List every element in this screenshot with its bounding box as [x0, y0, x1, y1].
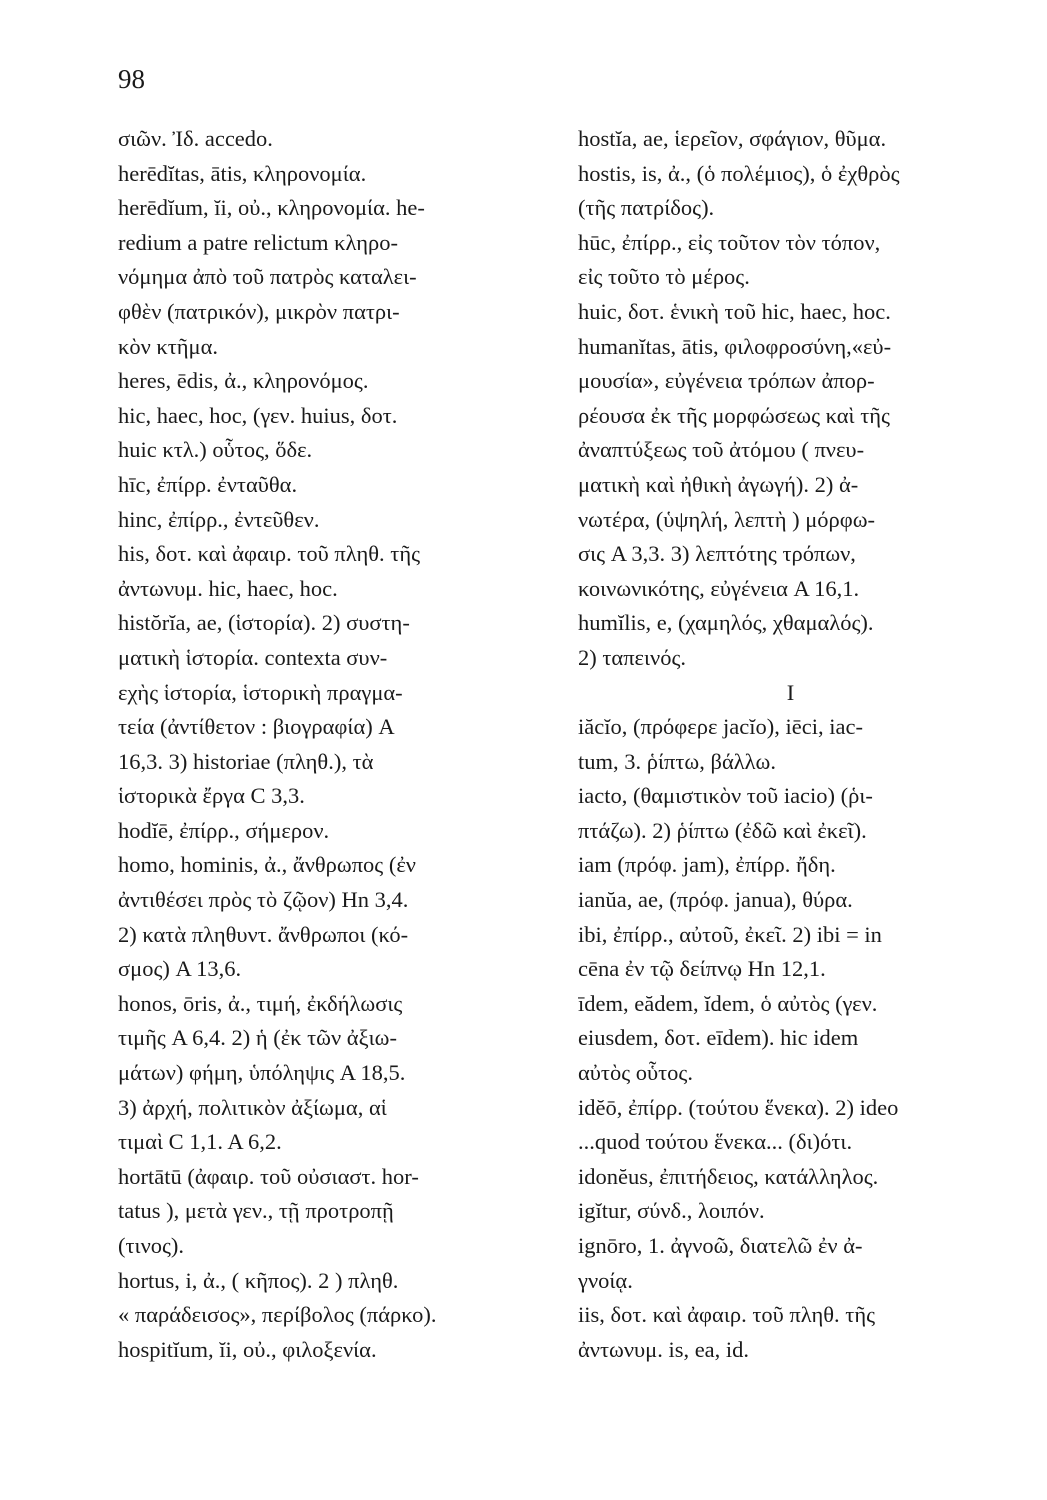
- dictionary-line: hinc, ἐπίρρ., ἐντεῦθεν.: [118, 506, 320, 532]
- dictionary-line: ἀναπτύξεως τοῦ ἀτόμου ( πνευ-: [578, 437, 865, 463]
- dictionary-line: cēna ἐν τῷ δείπνῳ Hn 12,1.: [578, 956, 826, 982]
- dictionary-line: eiusdem, δοτ. eīdem). hic idem: [578, 1025, 859, 1051]
- dictionary-line: homo, hominis, ἀ., ἄνθρωπος (ἐν: [118, 852, 416, 878]
- dictionary-line: huic κτλ.) οὗτος, ὅδε.: [118, 437, 313, 463]
- dictionary-line: αὐτὸς οὗτος.: [578, 1060, 693, 1086]
- dictionary-line: « παράδεισος», περίβολος (πάρκο).: [118, 1302, 437, 1328]
- dictionary-line: redium a patre relictum κληρο-: [118, 229, 398, 255]
- dictionary-line: κὸν κτῆμα.: [118, 333, 219, 359]
- dictionary-line: iacto, (θαμιστικὸν τοῦ iacio) (ῥι-: [578, 783, 873, 809]
- dictionary-line: νωτέρα, (ὑψηλή, λεπτὴ ) μόρφω-: [578, 506, 876, 532]
- dictionary-line: ignōro, 1. ἀγνοῶ, διατελῶ ἐν ἀ-: [578, 1233, 863, 1258]
- left-column: [118, 122, 548, 1367]
- dictionary-line: 3) ἀρχή, πολιτικὸν ἀξίωμα, αἱ: [118, 1094, 387, 1120]
- right-column: [578, 122, 1003, 1367]
- dictionary-line: hostĭa, ae, ἱερεῖον, σφάγιον, θῦμα.: [578, 126, 887, 151]
- dictionary-line: honos, ōris, ἀ., τιμή, ἐκδήλωσις: [118, 990, 403, 1016]
- dictionary-line: τεία (ἀντίθετον : βιογραφία) A: [118, 714, 395, 740]
- dictionary-line: tum, 3. ῥίπτω, βάλλω.: [578, 748, 776, 774]
- dictionary-line: herēdĭtas, ātis, κληρονομία.: [118, 160, 367, 186]
- dictionary-line: hodĭē, ἐπίρρ., σήμερον.: [118, 817, 330, 843]
- dictionary-line: (τινος).: [118, 1233, 185, 1258]
- dictionary-line: τιμῆς A 6,4. 2) ἡ (ἐκ τῶν ἀξιω-: [118, 1025, 397, 1051]
- dictionary-line: hostis, is, ἀ., (ὁ πολέμιος), ὁ ἐχθρὸς: [578, 160, 900, 186]
- dictionary-line: εἰς τοῦτο τὸ μέρος.: [578, 264, 750, 290]
- dictionary-line: σμος) A 13,6.: [118, 956, 242, 982]
- dictionary-line: ματικὴ καὶ ἠθικὴ ἀγωγή). 2) ἀ-: [578, 471, 859, 497]
- dictionary-line: ibi, ἐπίρρ., αὐτοῦ, ἐκεῖ. 2) ibi = in: [578, 921, 882, 947]
- dictionary-line: ...quod τούτου ἕνεκα... (δι)ότι.: [578, 1129, 853, 1155]
- page-number: 98: [118, 64, 145, 94]
- dictionary-line: his, δοτ. καὶ ἀφαιρ. τοῦ πληθ. τῆς: [118, 541, 420, 567]
- dictionary-line: herēdĭum, ĭi, οὐ., κληρονομία. he-: [118, 195, 425, 221]
- dictionary-line: iăcĭo, (πρόφερε jacĭo), iēci, iac-: [578, 714, 863, 740]
- dictionary-line: hīc, ἐπίρρ. ἐνταῦθα.: [118, 471, 298, 497]
- dictionary-line: hortus, i, ἀ., ( κῆπος). 2 ) πληθ.: [118, 1267, 399, 1293]
- dictionary-line: νόμημα ἀπὸ τοῦ πατρὸς καταλει-: [118, 264, 417, 290]
- dictionary-line: φθὲν (πατρικόν), μικρὸν πατρι-: [118, 298, 400, 324]
- dictionary-line: igĭtur, σύνδ., λοιπόν.: [578, 1198, 765, 1224]
- dictionary-line: hortātū (ἀφαιρ. τοῦ οὐσιαστ. hor-: [118, 1163, 419, 1189]
- section-letter: I: [786, 679, 795, 705]
- dictionary-line: hūc, ἐπίρρ., εἰς τοῦτον τὸν τόπον,: [578, 229, 881, 255]
- dictionary-line: ἀντιθέσει πρὸς τὸ ζῷον) Hn 3,4.: [118, 887, 409, 913]
- dictionary-line: σιῶν. Ἰδ. accedo.: [118, 126, 273, 151]
- dictionary-line: iam (πρόφ. jam), ἐπίρρ. ἤδη.: [578, 852, 836, 878]
- dictionary-line: idĕō, ἐπίρρ. (τούτου ἕνεκα). 2) ideo: [578, 1094, 899, 1120]
- dictionary-line: ἀντωνυμ. hic, haec, hoc.: [118, 575, 338, 601]
- dictionary-line: εχὴς ἱστορία, ἱστορικὴ πραγμα-: [118, 679, 403, 705]
- dictionary-line: πτάζω). 2) ῥίπτω (ἐδῶ καὶ ἐκεῖ).: [578, 817, 867, 843]
- dictionary-line: μάτων) φήμη, ὑπόληψις A 18,5.: [118, 1060, 406, 1086]
- dictionary-line: κοινωνικότης, εὐγένεια A 16,1.: [578, 575, 860, 601]
- dictionary-line: huic, δοτ. ἑνικὴ τοῦ hic, haec, hoc.: [578, 298, 891, 324]
- dictionary-line: tatus ), μετὰ γεν., τῇ προτροπῇ: [118, 1198, 394, 1224]
- dictionary-line: ἀντωνυμ. is, ea, id.: [578, 1336, 750, 1362]
- dictionary-line: histŏrĭa, ae, (ἱστορία). 2) συστη-: [118, 610, 410, 636]
- dictionary-line: τιμαὶ C 1,1. A 6,2.: [118, 1129, 282, 1155]
- dictionary-line: γνοίᾳ.: [578, 1267, 633, 1293]
- dictionary-line: σις A 3,3. 3) λεπτότης τρόπων,: [578, 541, 856, 567]
- dictionary-line: īdem, eădem, ĭdem, ὁ αὐτὸς (γεν.: [578, 990, 878, 1016]
- dictionary-line: 16,3. 3) historiae (πληθ.), τὰ: [118, 748, 374, 774]
- dictionary-line: (τῆς πατρίδος).: [578, 195, 715, 221]
- dictionary-line: ἱστορικὰ ἔργα C 3,3.: [118, 783, 305, 809]
- dictionary-line: idonĕus, ἐπιτήδειος, κατάλληλος.: [578, 1163, 879, 1189]
- dictionary-line: hospitĭum, ĭi, οὐ., φιλοξενία.: [118, 1336, 377, 1362]
- dictionary-line: iis, δοτ. καὶ ἀφαιρ. τοῦ πληθ. τῆς: [578, 1302, 875, 1328]
- dictionary-line: heres, ēdis, ἀ., κληρονόμος.: [118, 368, 369, 394]
- dictionary-line: humanĭtas, ātis, φιλοφροσύνη,«εὐ-: [578, 333, 892, 359]
- dictionary-line: 2) κατὰ πληθυντ. ἄνθρωποι (κό-: [118, 921, 409, 947]
- dictionary-line: 2) ταπεινός.: [578, 644, 687, 670]
- dictionary-line: humĭlis, e, (χαμηλός, χθαμαλός).: [578, 610, 874, 636]
- dictionary-line: ματικὴ ἱστορία. contexta συν-: [118, 644, 388, 670]
- dictionary-line: ρέουσα ἐκ τῆς μορφώσεως καὶ τῆς: [578, 402, 890, 428]
- dictionary-line: hic, haec, hoc, (γεν. huius, δοτ.: [118, 402, 398, 428]
- dictionary-line: ianŭa, ae, (πρόφ. janua), θύρα.: [578, 887, 853, 913]
- dictionary-line: μουσία», εὐγένεια τρόπων ἀπορ-: [578, 368, 875, 394]
